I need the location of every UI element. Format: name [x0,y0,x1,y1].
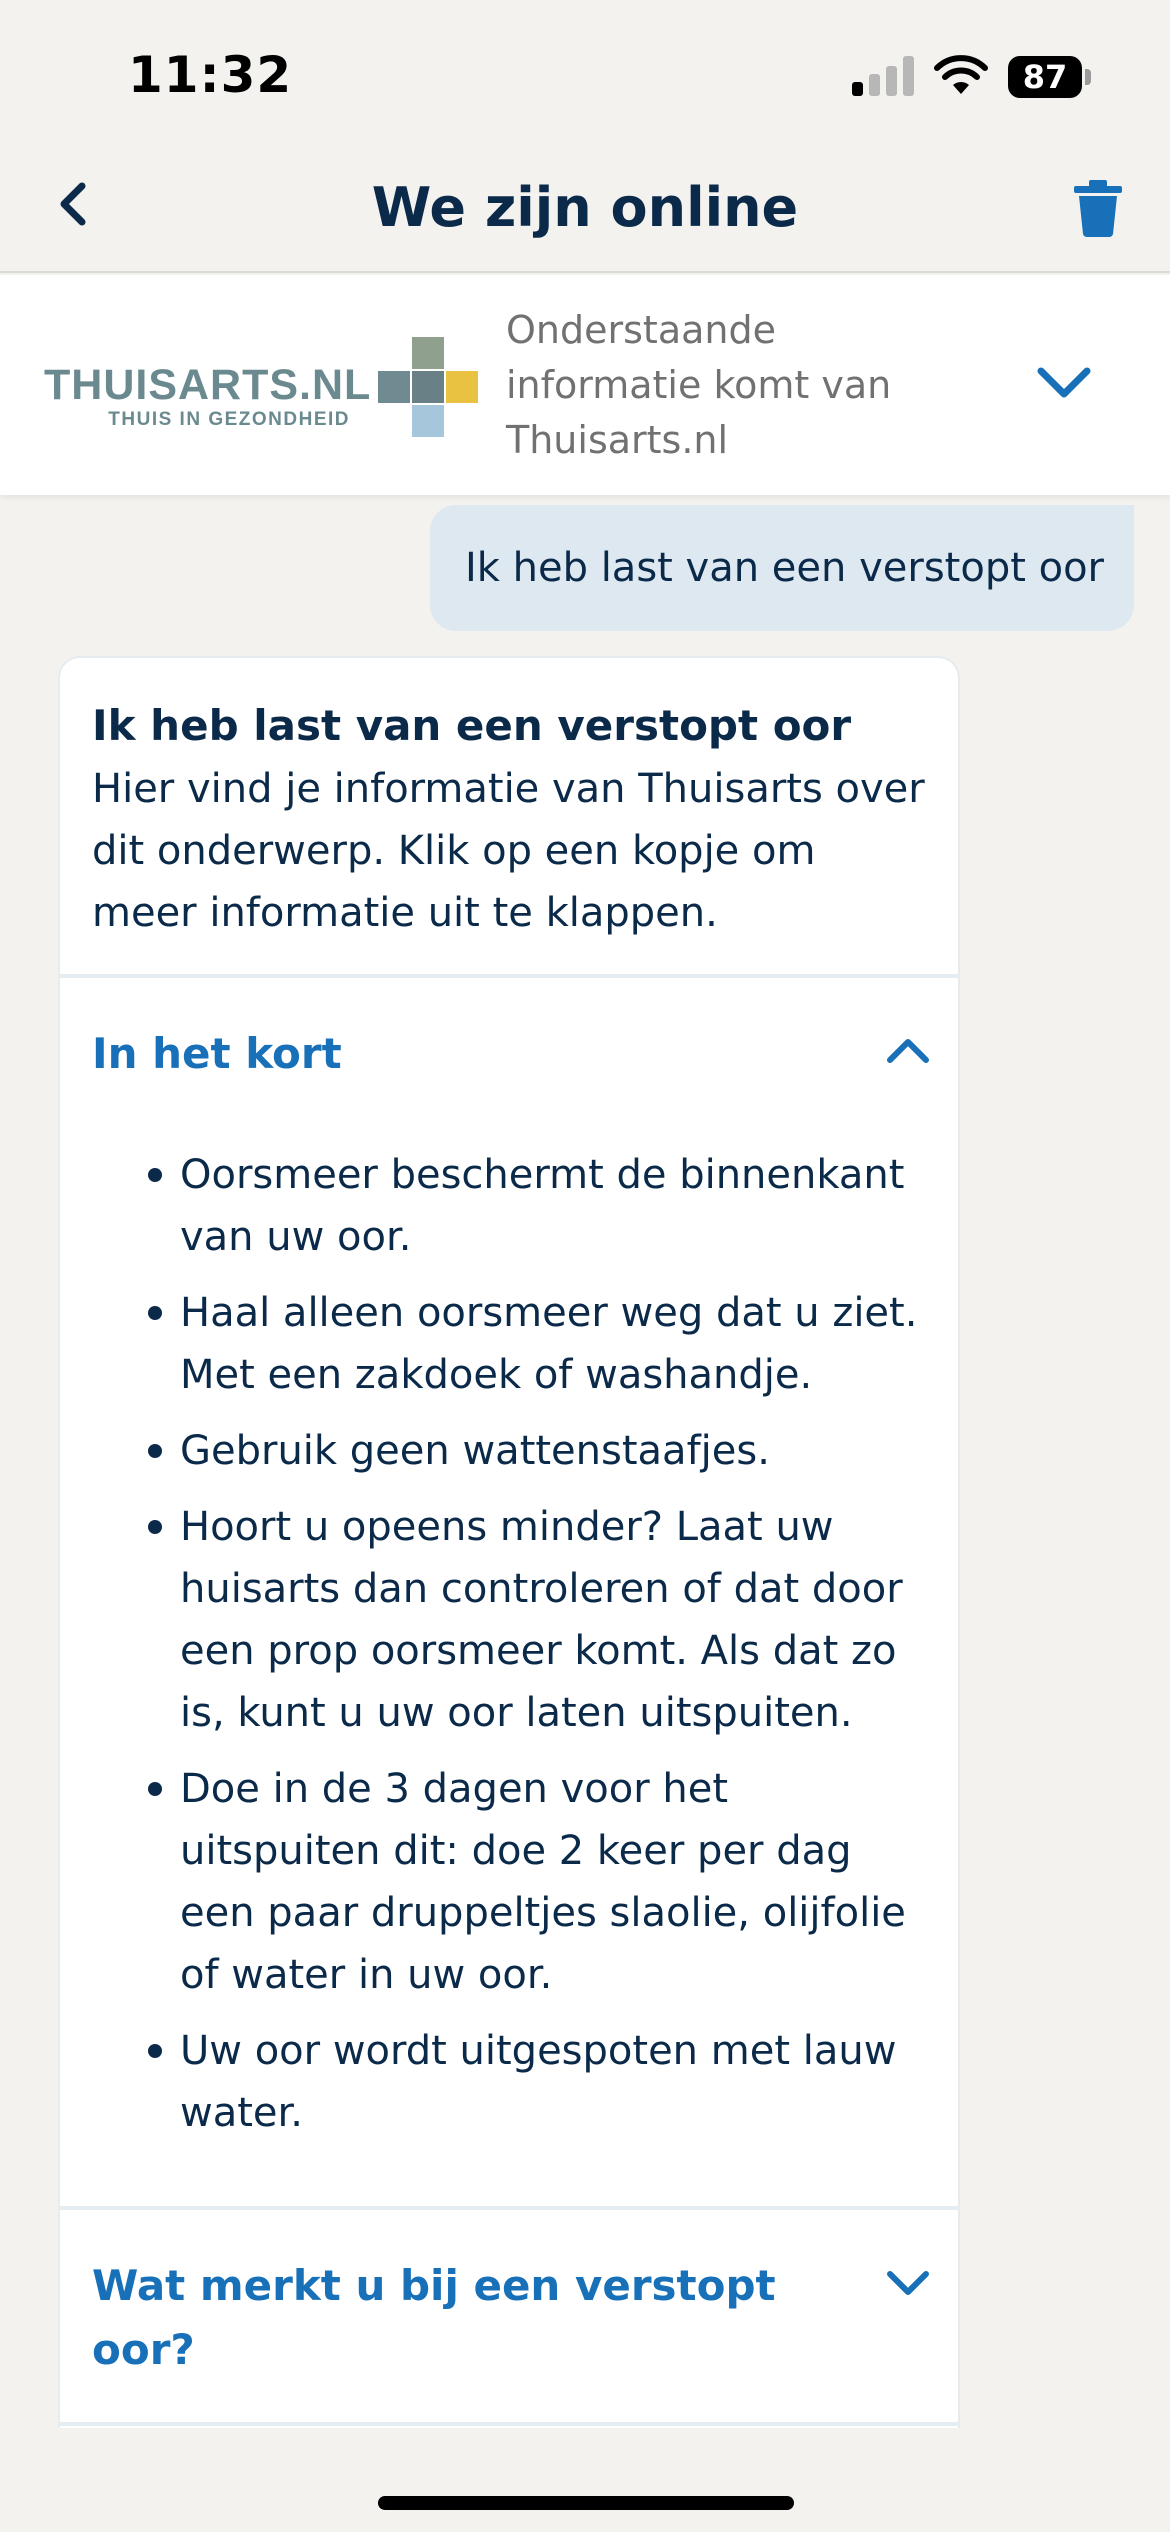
list-item: Oorsmeer beschermt de binnenkant van uw oor. [134,1144,934,1268]
section-title: In het kort [92,1029,342,1078]
card-title: Ik heb last van een verstopt oor [92,701,852,750]
home-indicator[interactable] [378,2496,794,2510]
list-item: Haal alleen oorsmeer weg dat u ziet. Met een zakdoek of washandje. [134,1282,934,1406]
accordion-body-in-het-kort [60,1126,958,2206]
thuisarts-logo [44,361,372,431]
nav-bar [0,140,1170,273]
status-time: 11:32 [128,46,293,104]
accordion-header-in-het-kort[interactable] [60,978,958,1126]
list-item: Doe in de 3 dagen voor het uitspuiten dit: doe 2 keer per dag een paar druppeltjes slaolie, olijfolie of water in uw oor. [134,1758,934,2006]
chevron-down-icon[interactable] [884,2262,932,2302]
status-bar [0,0,1170,140]
chevron-down-icon[interactable] [1035,361,1093,407]
logo-main-text: THUISARTS.NL [44,361,372,409]
bot-response-card [58,656,960,2532]
logo-tagline: THUIS IN GEZONDHEID [108,409,350,430]
card-description: Hier vind je informatie van Thuisarts over dit onderwerp. Klik op een kopje om meer informatie uit te klappen. [92,766,925,936]
battery-icon [1008,56,1090,98]
cellular-signal-icon [852,56,916,96]
home-indicator-area [0,2428,1170,2532]
page-title: We zijn online [371,176,799,239]
chevron-up-icon[interactable] [884,1030,932,1070]
accordion-section-wat-merkt-u [60,2210,958,2426]
list-item: Uw oor wordt uitgespoten met lauw water. [134,2020,934,2144]
source-info-text: Onderstaande informatie komt van Thuisarts.nl [506,308,892,462]
accordion-section-in-het-kort [60,978,958,2210]
trash-icon[interactable] [1070,178,1126,238]
list-item: Gebruik geen wattenstaafjes. [134,1420,934,1482]
section-title: Wat merkt u bij een verstopt oor? [92,2261,776,2374]
wifi-icon [934,54,988,96]
list-item: Hoort u opeens minder? Laat uw huisarts dan controleren of dat door een prop oorsmeer komt. Als dat zo is, kunt u uw oor laten uitspuiten. [134,1496,934,1744]
battery-level: 87 [1008,56,1082,98]
thuisarts-cross-logo-icon [378,337,478,437]
card-intro [60,658,958,978]
accordion-header-wat-merkt-u[interactable] [60,2210,958,2422]
source-banner[interactable] [0,275,1170,495]
user-message-bubble: Ik heb last van een verstopt oor [430,505,1134,631]
